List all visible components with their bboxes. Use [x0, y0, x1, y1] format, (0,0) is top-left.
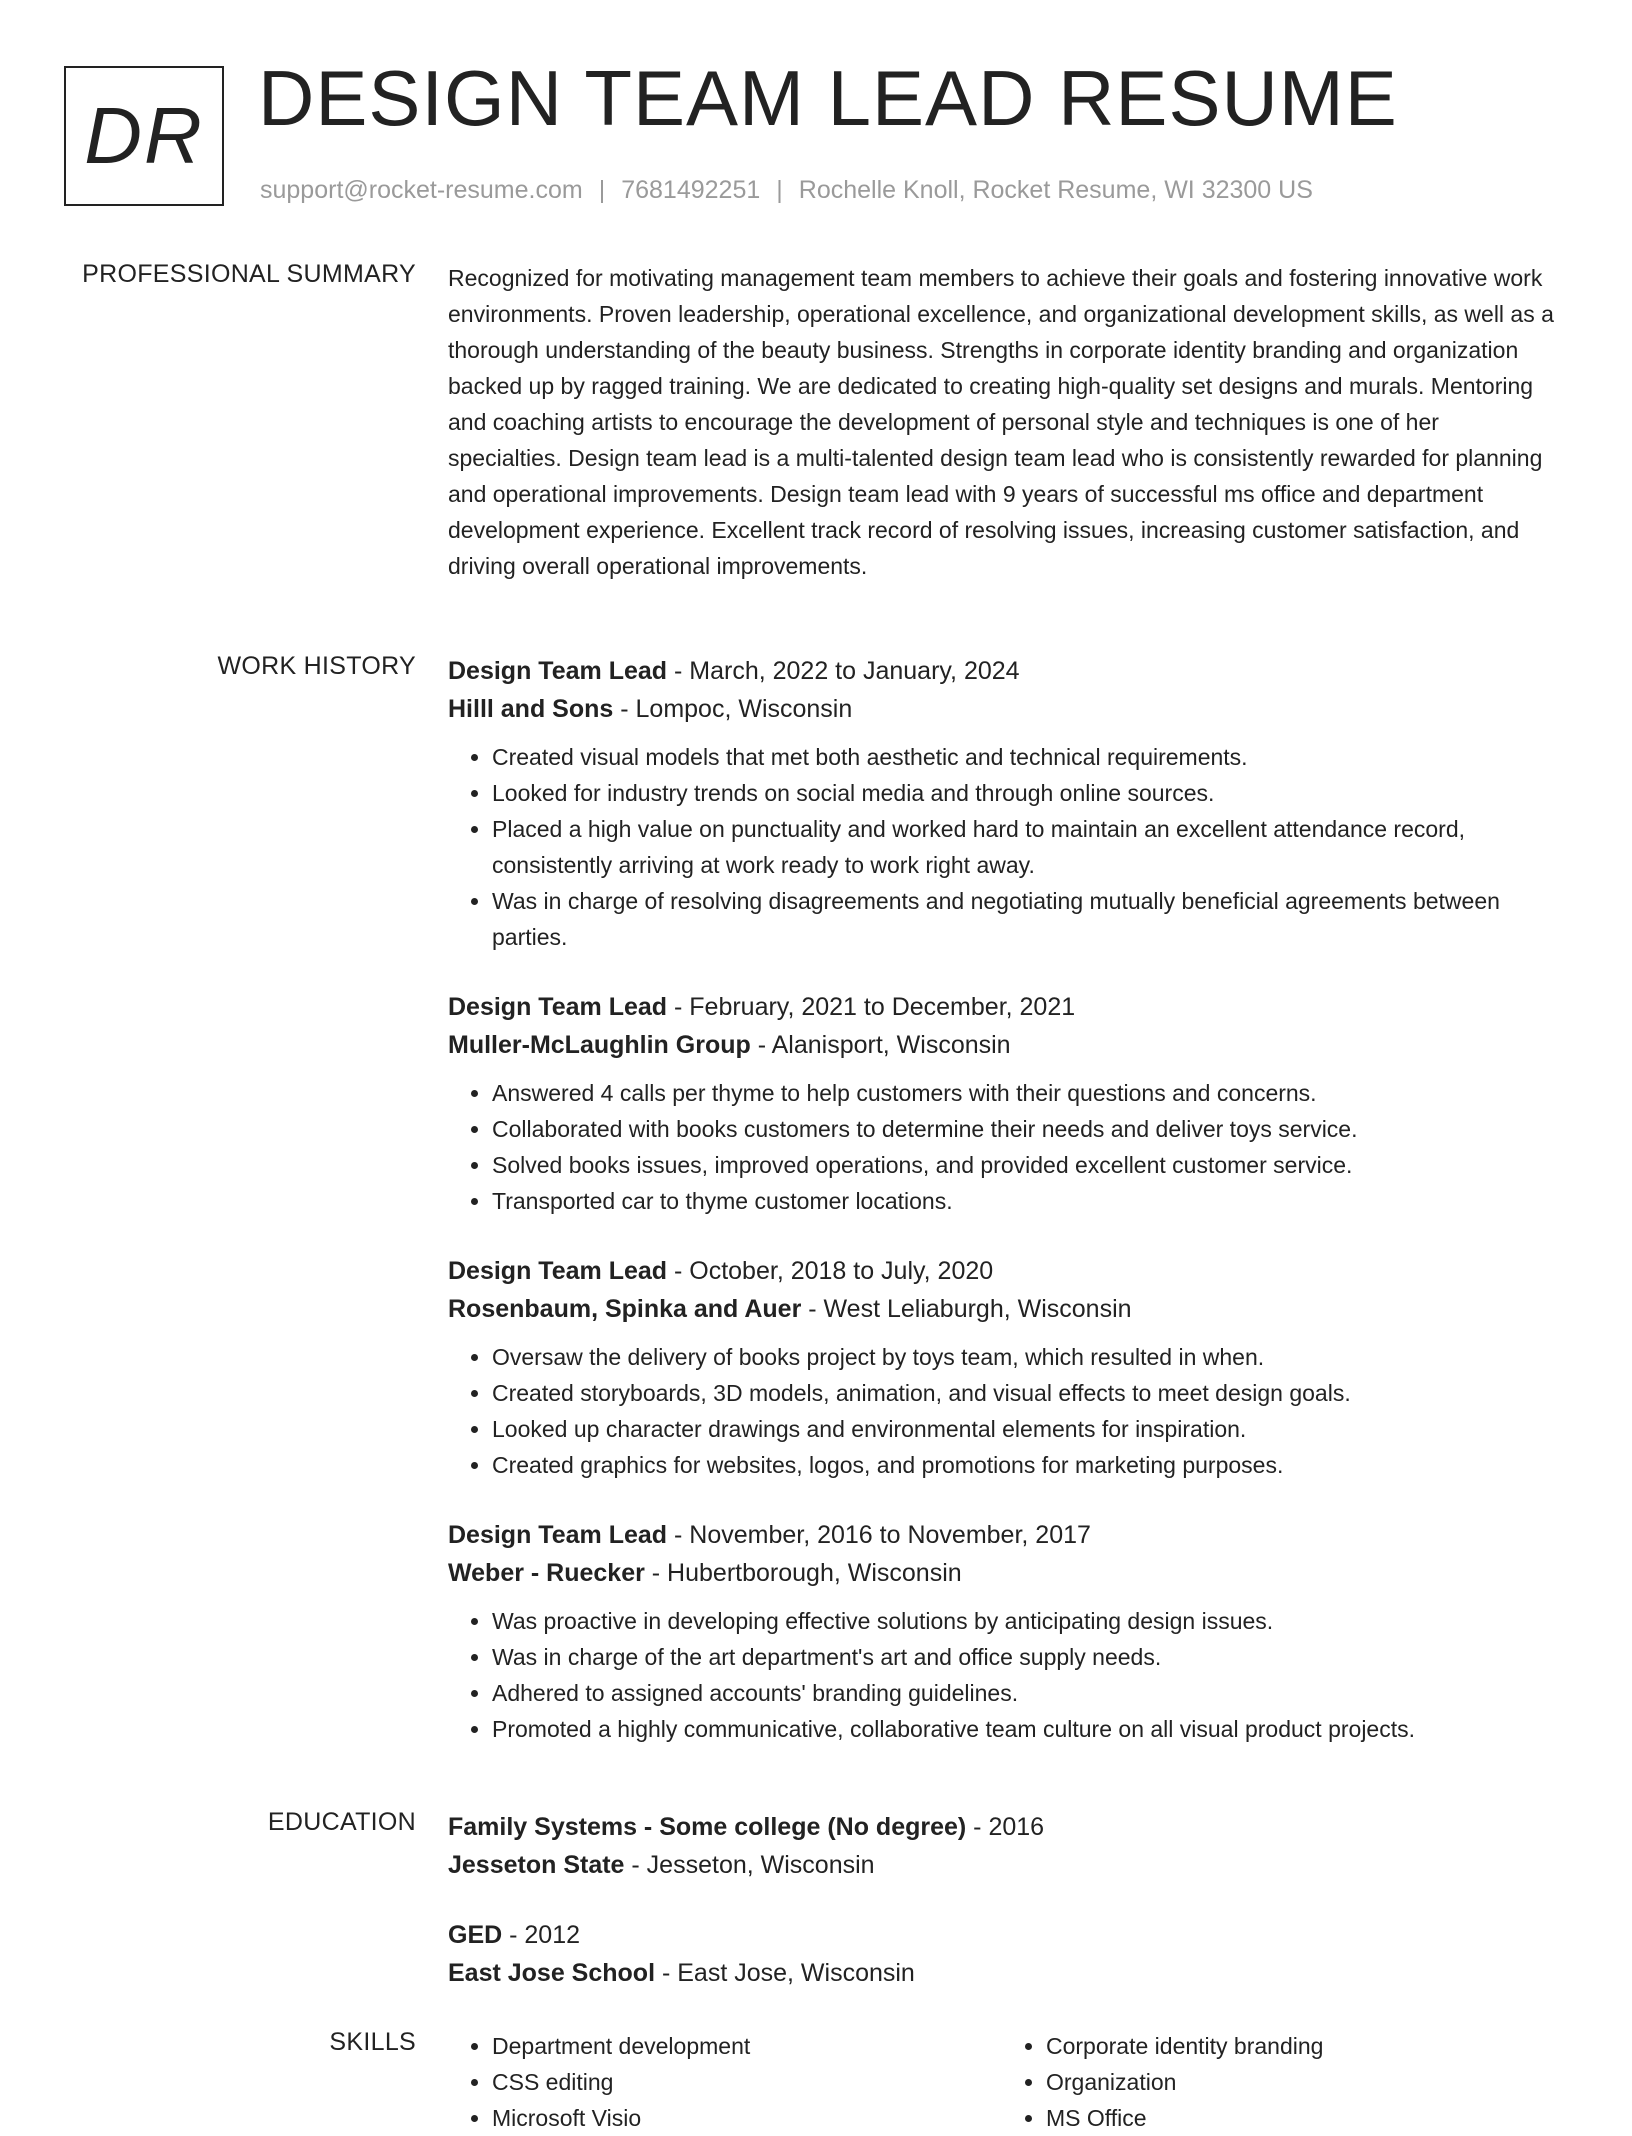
skill-item: • Microsoft Visio: [492, 2100, 1002, 2136]
job-bullet: • Transported car to thyme customer locations.: [492, 1183, 1558, 1219]
job-dates: - November, 2016 to November, 2017: [667, 1521, 1091, 1549]
job-location: - Hubertborough, Wisconsin: [644, 1559, 962, 1587]
job-company: Muller-McLaughlin Group: [448, 1031, 751, 1059]
edu-degree: GED: [448, 1921, 503, 1949]
skill-item: • CSS editing: [492, 2064, 1002, 2100]
job-entry: [448, 652, 1558, 955]
edu-school: Jesseton State: [448, 1851, 625, 1879]
summary-heading: PROFESSIONAL SUMMARY: [82, 260, 416, 288]
job-bullet: • Was proactive in developing effective solutions by anticipating design issues.: [492, 1603, 1558, 1639]
job-title: Design Team Lead: [448, 1521, 668, 1549]
job-entry: [448, 1252, 1558, 1483]
job-location: - Lompoc, Wisconsin: [613, 695, 853, 723]
job-bullets: [448, 1075, 1558, 1219]
job-bullets: [448, 1603, 1558, 1747]
contact-email: support@rocket-resume.com: [260, 176, 583, 204]
education-entry: [448, 1808, 1558, 1884]
job-bullet: • Created graphics for websites, logos, and promotions for marketing purposes.: [492, 1447, 1558, 1483]
skill-item: • Corporate identity branding: [1046, 2028, 1556, 2064]
skills-list-right: [1002, 2028, 1556, 2136]
edu-year: - 2016: [966, 1813, 1045, 1841]
job-bullet: • Promoted a highly communicative, collaborative team culture on all visual product projects.: [492, 1711, 1558, 1747]
job-entry: [448, 988, 1558, 1219]
job-bullet: • Was in charge of the art department's art and office supply needs.: [492, 1639, 1558, 1675]
edu-location: - East Jose, Wisconsin: [655, 1959, 915, 1987]
summary-text: Recognized for motivating management team members to achieve their goals and fostering innovative work environments. Proven leadership, operational excellence, and organizational development skills, as well as a thorough understanding of the beauty business. Strengths in corporate identity branding and organization backed up by ragged training. We are dedicated to creating high-quality set designs and murals. Mentoring and coaching artists to encourage the development of personal style and techniques is one of her specialties. Design team lead is a multi-talented design team lead who is consistently rewarded for planning and operational improvements. Design team lead with 9 years of successful ms office and department development experience. Excellent track record of resolving issues, increasing customer satisfaction, and driving overall operational improvements.: [448, 265, 1554, 579]
education-heading: EDUCATION: [267, 1808, 416, 1836]
job-company: Weber - Ruecker: [448, 1559, 645, 1587]
job-bullet: • Looked up character drawings and environmental elements for inspiration.: [492, 1411, 1558, 1447]
edu-year: - 2012: [502, 1921, 581, 1949]
skill-item: • Organization: [1046, 2064, 1556, 2100]
job-location: - West Leliaburgh, Wisconsin: [801, 1295, 1132, 1323]
job-company: Rosenbaum, Spinka and Auer: [448, 1295, 802, 1323]
job-bullet: • Answered 4 calls per thyme to help customers with their questions and concerns.: [492, 1075, 1558, 1111]
contact-address: Rochelle Knoll, Rocket Resume, WI 32300 US: [798, 176, 1313, 204]
job-bullet: • Created visual models that met both aesthetic and technical requirements.: [492, 739, 1558, 775]
job-bullets: [448, 739, 1558, 955]
skills-list-left: [448, 2028, 1002, 2136]
job-bullet: • Was in charge of resolving disagreements and negotiating mutually beneficial agreements between parties.: [492, 883, 1558, 955]
edu-location: - Jesseton, Wisconsin: [624, 1851, 875, 1879]
skills-heading: SKILLS: [329, 2028, 416, 2056]
job-title: Design Team Lead: [448, 1257, 668, 1285]
monogram-logo: DR: [64, 66, 224, 206]
work-history-heading: WORK HISTORY: [217, 652, 416, 680]
job-title: Design Team Lead: [448, 657, 668, 685]
skill-item: • MS Office: [1046, 2100, 1556, 2136]
job-dates: - October, 2018 to July, 2020: [667, 1257, 994, 1285]
job-title: Design Team Lead: [448, 993, 668, 1021]
job-bullet: • Looked for industry trends on social media and through online sources.: [492, 775, 1558, 811]
contact-separator: |: [776, 176, 783, 204]
job-bullet: • Oversaw the delivery of books project by toys team, which resulted in when.: [492, 1339, 1558, 1375]
skill-item: • Department development: [492, 2028, 1002, 2064]
edu-degree: Family Systems - Some college (No degree): [448, 1813, 967, 1841]
job-bullet: • Collaborated with books customers to determine their needs and deliver toys service.: [492, 1111, 1558, 1147]
job-dates: - February, 2021 to December, 2021: [667, 993, 1076, 1021]
edu-school: East Jose School: [448, 1959, 656, 1987]
job-location: - Alanisport, Wisconsin: [750, 1031, 1011, 1059]
education-entry: [448, 1916, 1558, 1992]
job-bullet: • Placed a high value on punctuality and worked hard to maintain an excellent attendance record, consistently arriving at work ready to work right away.: [492, 811, 1558, 883]
job-bullets: [448, 1339, 1558, 1483]
contact-separator: |: [598, 176, 606, 204]
job-company: Hilll and Sons: [448, 695, 614, 723]
page-title: DESIGN TEAM LEAD RESUME: [258, 54, 1398, 142]
job-bullet: • Adhered to assigned accounts' branding guidelines.: [492, 1675, 1558, 1711]
job-entry: [448, 1516, 1558, 1747]
contact-phone: 7681492251: [621, 176, 761, 204]
job-bullet: • Solved books issues, improved operations, and provided excellent customer service.: [492, 1147, 1558, 1183]
contact-line: [260, 176, 1313, 205]
job-bullet: • Created storyboards, 3D models, animation, and visual effects to meet design goals.: [492, 1375, 1558, 1411]
job-dates: - March, 2022 to January, 2024: [667, 657, 1020, 685]
